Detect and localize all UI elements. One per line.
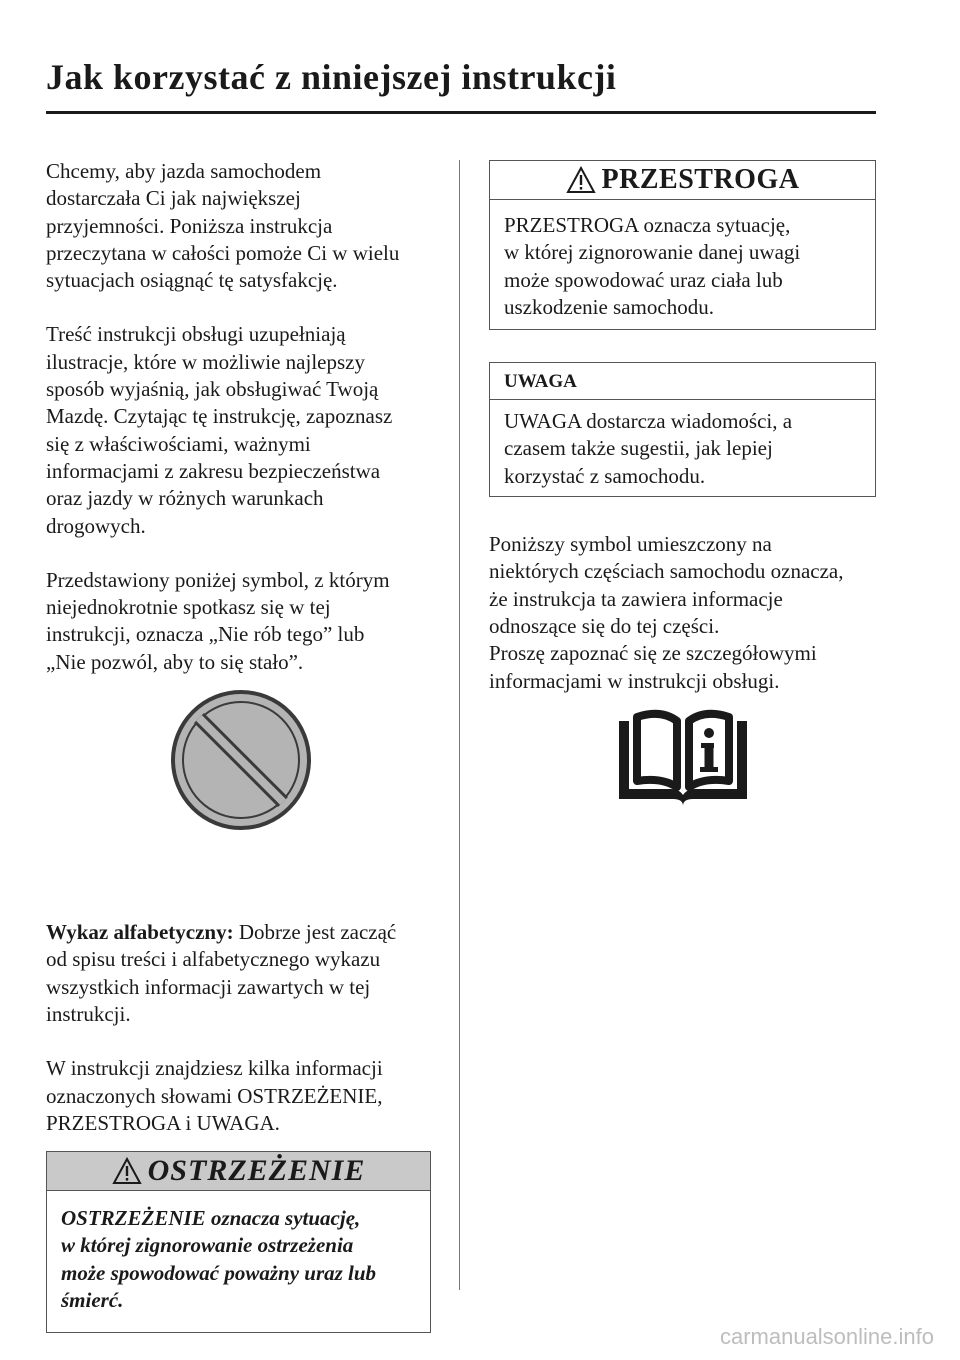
prohibition-figure <box>46 674 441 919</box>
manual-figure <box>489 707 884 817</box>
note-box <box>489 362 876 497</box>
owners-manual-icon <box>613 707 753 807</box>
left-column <box>46 158 441 1333</box>
warning-triangle-icon <box>566 166 596 194</box>
warning-box-body: OSTRZEŻENIE oznacza sytuację, w której zignorowanie ostrzeżenia może spowodować poważny uraz lub śmierć. <box>61 1206 377 1313</box>
note-box-body: UWAGA dostarcza wiadomości, a czasem także sugestii, jak lepiej korzystać z samochodu. <box>504 409 793 488</box>
manual-symbol-paragraph: Poniższy symbol umieszczony na niektórych częściach samochodu oznacza, że instrukcja ta zawiera informacje odnoszące się do tej części. Proszę zapoznać się ze szczegółowymi informacjami w instrukcji obsługi. <box>489 532 844 693</box>
footer-watermark: carmanualsonline.info <box>719 1324 934 1349</box>
note-box-heading: UWAGA <box>504 370 577 392</box>
warning-box <box>46 1151 431 1333</box>
column-divider <box>459 160 460 1290</box>
index-text: Dobrze jest zacząć od spisu treści i alfabetycznego wykazu wszystkich informacji zawartych w tej instrukcji. <box>46 920 397 1026</box>
prohibition-icon <box>167 686 315 834</box>
caution-box-heading: PRZESTROGA <box>601 164 800 196</box>
labels-paragraph: W instrukcji znajdziesz kilka informacji oznaczonych słowami OSTRZEŻENIE, PRZESTROGA i UWAGA. <box>46 1056 383 1135</box>
warning-box-heading: OSTRZEŻENIE <box>147 1154 366 1188</box>
symbol-paragraph: Przedstawiony poniżej symbol, z którym niejednokrotnie spotkasz się w tej instrukcji, oznacza „Nie rób tego” lub „Nie pozwól, aby to się stało”. <box>46 567 390 674</box>
index-paragraph <box>46 919 441 1028</box>
intro-paragraph: Chcemy, aby jazda samochodem dostarczała Ci jak największej przyjemności. Poniższa instrukcja przeczytana w całości pomoże Ci w wielu sytuacjach osiągnąć tę satysfakcję. <box>46 159 400 293</box>
right-column <box>489 158 884 817</box>
caution-box <box>489 160 876 330</box>
page-title: Jak korzystać z niniejszej instrukcji <box>46 57 617 97</box>
title-rule <box>46 111 876 114</box>
note-box-header <box>490 363 875 400</box>
warning-triangle-icon <box>112 1157 142 1185</box>
illustrations-paragraph: Treść instrukcji obsługi uzupełniają ilustracje, które w możliwie najlepszy sposób wyjaśnią, jak obsługiwać Twoją Mazdę. Czytając tę instrukcję, zapoznasz się z właściwościami, ważnymi informacjami z zakresu bezpieczeństwa oraz jazdy w różnych warunkach drogowych. <box>46 322 393 538</box>
warning-box-header <box>47 1152 430 1191</box>
caution-box-body: PRZESTROGA oznacza sytuację, w której zignorowanie danej uwagi może spowodować uraz ciała lub uszkodzenie samochodu. <box>504 213 801 319</box>
caution-box-header <box>490 161 875 200</box>
index-lead: Wykaz alfabetyczny: <box>46 920 234 945</box>
